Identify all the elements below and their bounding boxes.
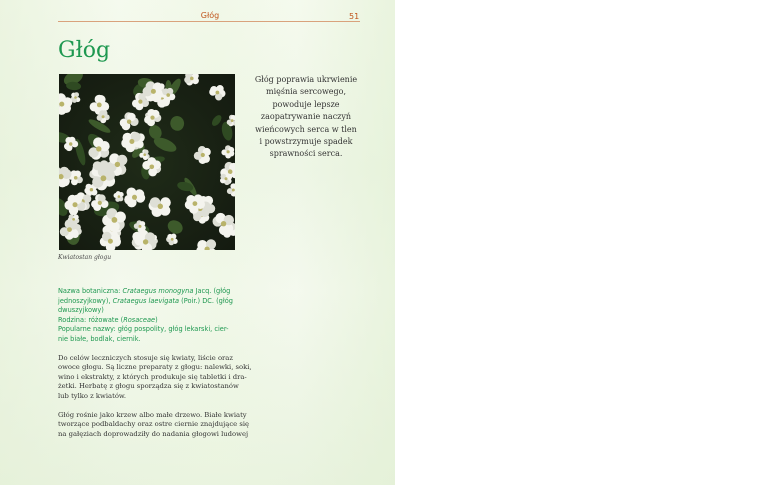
blossom-center: [127, 120, 131, 124]
paragraph-description: [58, 411, 272, 439]
botanical-line: [58, 287, 270, 297]
paragraph-line: żetki. Herbatę z głogu sporządza się z kwiatostanów: [58, 382, 239, 391]
lead-line: Głóg poprawia ukrwienie: [254, 75, 358, 84]
blossom: [166, 234, 178, 246]
blossom: [221, 145, 234, 158]
blossom-center: [138, 100, 142, 104]
blossom-center: [232, 189, 235, 192]
page-number: 51: [349, 12, 360, 21]
blossom-center: [118, 195, 121, 198]
family-line: [58, 316, 270, 326]
leaf-shape: [165, 218, 185, 237]
blossom-center: [150, 116, 154, 120]
blossom: [227, 183, 235, 196]
petal: [69, 137, 76, 144]
blossom-center: [190, 77, 194, 81]
blossom-center: [74, 176, 78, 180]
blossom-center: [59, 102, 64, 107]
family-close: ): [155, 315, 158, 324]
lead-line: sprawności serca.: [269, 149, 343, 159]
blossom-center: [227, 150, 230, 153]
species-latin-2: Crataegus laevigata: [112, 296, 180, 305]
blossom-center: [112, 217, 118, 223]
species-author-1: Jacq. (głóg: [195, 287, 231, 295]
blossom: [149, 197, 171, 217]
petal: [219, 225, 229, 235]
blossom-center: [201, 153, 205, 157]
family-latin: Rosaceae: [123, 315, 156, 324]
blossom-center: [90, 188, 93, 191]
paragraph-line: Do celów leczniczych stosuje się kwiaty, liście oraz: [58, 354, 233, 362]
blossom-center: [231, 119, 234, 122]
blossom-center: [216, 91, 220, 95]
blossom: [124, 188, 145, 208]
lead-line: wieńcowych serca w tlen: [255, 124, 357, 134]
paragraph-line: tworzące podbaldachy oraz ostre ciernie znajdujące się: [58, 420, 250, 429]
blossom: [209, 85, 225, 101]
page-title: Głóg: [58, 38, 111, 63]
blossom-center: [151, 89, 156, 94]
blossom: [114, 191, 124, 202]
photo-caption: Kwiatostan głogu: [58, 254, 112, 261]
species-common-1: jednoszyjkowy),: [58, 296, 111, 305]
paragraph-line: na gałęziach doprowadziły do nadania głogowi ludowej: [58, 429, 249, 438]
blossom: [144, 109, 161, 126]
blossom: [194, 146, 211, 164]
blossom-center: [67, 227, 72, 232]
blossom: [120, 112, 139, 130]
blossom-center: [166, 93, 170, 97]
blossom-center: [143, 153, 146, 156]
blossom-center: [73, 202, 78, 207]
blossom-center: [150, 165, 155, 170]
family-label: Rodzina: różowate (: [58, 315, 124, 324]
blossom: [220, 174, 232, 186]
blossom-center: [115, 162, 120, 167]
popular-names-line: Popularne nazwy: głóg pospolity, głóg lekarski, cier-: [58, 325, 229, 334]
blossom: [213, 213, 235, 235]
popular-names-line: nie białe, bodlak, ciernik.: [58, 334, 141, 343]
blossom-center: [225, 177, 228, 180]
blossom-center: [69, 142, 72, 145]
blossom-center: [74, 96, 77, 99]
blossom-center: [96, 146, 101, 151]
petal: [63, 97, 73, 107]
leaf-shape: [169, 115, 185, 132]
header-rule: [58, 21, 360, 22]
blossom-center: [143, 239, 148, 244]
leaf-shape: [210, 113, 223, 127]
petal: [96, 95, 105, 104]
blossom-center: [139, 225, 142, 228]
running-title: Głóg: [200, 11, 220, 20]
blossom-center: [72, 218, 75, 221]
blossom-center: [193, 201, 198, 206]
blossom-center: [102, 115, 105, 118]
lead-line: powoduje lepsze: [272, 99, 340, 109]
botanical-name-label: Nazwa botaniczna:: [58, 287, 121, 295]
paragraph-line: wino i ekstrakty, z których produkuje się tabletki i dra-: [58, 372, 247, 381]
blossom: [59, 168, 72, 188]
blossom: [59, 93, 72, 115]
species-latin-1: Crataegus monogyna: [122, 287, 194, 295]
blossom-center: [129, 139, 134, 144]
hawthorn-flowers-image: [59, 74, 235, 250]
petal: [215, 93, 222, 100]
blossom-center: [221, 221, 226, 226]
blossom: [60, 219, 79, 239]
paragraph-line: Głóg rośnie jako krzew albo małe drzewo. Białe kwiaty: [58, 411, 247, 419]
blossom-center: [171, 238, 174, 241]
botanical-info: [58, 287, 270, 345]
blossom-center: [97, 103, 102, 108]
blossom-center: [108, 239, 113, 244]
blossom: [184, 74, 199, 86]
botanical-line: [58, 297, 270, 307]
paragraph-line: owoce głogu. Są liczne preparaty z głogu: nalewki, soki,: [58, 363, 252, 372]
blossom-center: [98, 201, 102, 205]
lead-line: zaopatrywanie naczyń: [260, 112, 352, 122]
paragraph-usage: [58, 354, 272, 401]
blossom: [100, 232, 121, 250]
paragraph-line: lub tylko z kwiatów.: [58, 391, 127, 400]
hawthorn-flowers-photo: [59, 74, 235, 250]
lead-line: mięśnia sercowego,: [265, 87, 347, 97]
blossom-center: [228, 169, 233, 174]
blossom-center: [158, 204, 163, 209]
blossom-center: [101, 175, 107, 181]
blossom: [196, 239, 217, 250]
species-author-2: (Poir.) DC. (głóg: [181, 296, 233, 305]
blossom-center: [132, 195, 137, 200]
lead-line: i powstrzymuje spadek: [259, 137, 353, 147]
lead-text: [246, 74, 366, 161]
species-common-2: dwuszyjkowy): [58, 306, 104, 315]
